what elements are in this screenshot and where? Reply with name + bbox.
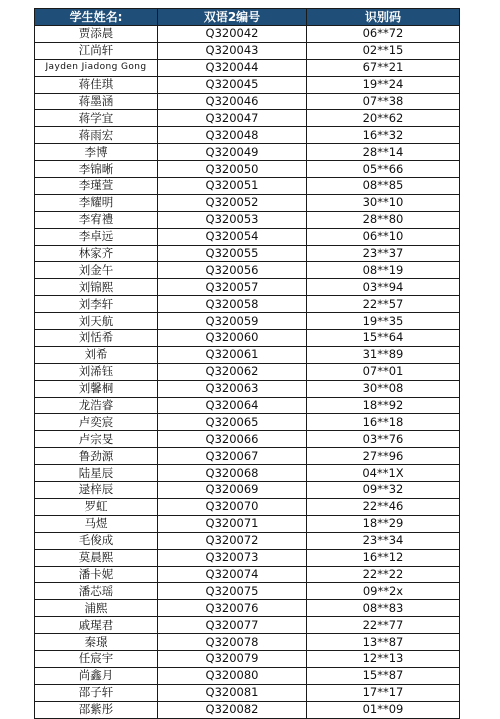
table-row xyxy=(35,684,460,701)
bilingual-id-cell: Q320069 xyxy=(158,482,307,499)
identification-code-cell: 22**22 xyxy=(307,566,460,583)
identification-code-cell: 05**66 xyxy=(307,161,460,178)
identification-code-cell: 31**89 xyxy=(307,346,460,363)
student-name-cell: 刘锦熙 xyxy=(35,279,158,296)
identification-code-cell: 19**35 xyxy=(307,313,460,330)
table-row xyxy=(35,313,460,330)
identification-code-cell: 20**62 xyxy=(307,110,460,127)
table-row xyxy=(35,42,460,59)
table-row xyxy=(35,617,460,634)
table-row xyxy=(35,515,460,532)
bilingual-id-cell: Q320065 xyxy=(158,414,307,431)
bilingual-id-cell: Q320043 xyxy=(158,42,307,59)
table-row xyxy=(35,566,460,583)
student-name-cell: 浦熙 xyxy=(35,600,158,617)
table-row xyxy=(35,431,460,448)
identification-code-cell: 67**21 xyxy=(307,59,460,76)
table-row xyxy=(35,110,460,127)
bilingual-id-cell: Q320055 xyxy=(158,245,307,262)
student-name-cell: 贾添晨 xyxy=(35,26,158,43)
identification-code-cell: 22**46 xyxy=(307,498,460,515)
table-row xyxy=(35,262,460,279)
table-row xyxy=(35,701,460,718)
identification-code-cell: 19**24 xyxy=(307,76,460,93)
table-row xyxy=(35,211,460,228)
student-name-cell: 刘馨桐 xyxy=(35,380,158,397)
student-name-cell: 蒋墨涵 xyxy=(35,93,158,110)
bilingual-id-cell: Q320059 xyxy=(158,313,307,330)
bilingual-id-cell: Q320077 xyxy=(158,617,307,634)
student-id-sheet xyxy=(34,8,459,719)
bilingual-id-cell: Q320044 xyxy=(158,59,307,76)
student-name-cell: 李博 xyxy=(35,144,158,161)
bilingual-id-cell: Q320081 xyxy=(158,684,307,701)
student-name-cell: 潘芯瑶 xyxy=(35,583,158,600)
identification-code-cell: 18**29 xyxy=(307,515,460,532)
bilingual-id-cell: Q320050 xyxy=(158,161,307,178)
table-row xyxy=(35,228,460,245)
student-name-cell: 邵紫彤 xyxy=(35,701,158,718)
student-name-cell: 秦璟 xyxy=(35,634,158,651)
table-row xyxy=(35,600,460,617)
bilingual-id-cell: Q320045 xyxy=(158,76,307,93)
bilingual-id-cell: Q320061 xyxy=(158,346,307,363)
table-row xyxy=(35,363,460,380)
table-row xyxy=(35,380,460,397)
bilingual-id-cell: Q320048 xyxy=(158,127,307,144)
identification-code-cell: 09**32 xyxy=(307,482,460,499)
identification-code-cell: 09**2x xyxy=(307,583,460,600)
header-row xyxy=(35,9,460,26)
bilingual-id-cell: Q320054 xyxy=(158,228,307,245)
bilingual-id-cell: Q320082 xyxy=(158,701,307,718)
student-name-cell: 潘卡妮 xyxy=(35,566,158,583)
table-row xyxy=(35,26,460,43)
student-name-cell: 卢奕宸 xyxy=(35,414,158,431)
student-name-cell: 莫晨熙 xyxy=(35,549,158,566)
student-name-cell: 逯梓辰 xyxy=(35,482,158,499)
bilingual-id-cell: Q320051 xyxy=(158,178,307,195)
table-row xyxy=(35,76,460,93)
identification-code-cell: 08**19 xyxy=(307,262,460,279)
student-name-cell: 刘希 xyxy=(35,346,158,363)
identification-code-cell: 15**87 xyxy=(307,667,460,684)
bilingual-id-cell: Q320076 xyxy=(158,600,307,617)
bilingual-id-cell: Q320074 xyxy=(158,566,307,583)
identification-code-cell: 30**10 xyxy=(307,194,460,211)
table-row xyxy=(35,482,460,499)
identification-code-cell: 08**85 xyxy=(307,178,460,195)
bilingual-id-cell: Q320073 xyxy=(158,549,307,566)
student-name-cell: 戚瑆君 xyxy=(35,617,158,634)
student-name-cell: Jayden Jiadong Gong xyxy=(35,59,158,76)
table-row xyxy=(35,346,460,363)
bilingual-id-cell: Q320060 xyxy=(158,330,307,347)
identification-code-cell: 22**77 xyxy=(307,617,460,634)
student-table xyxy=(34,8,460,719)
table-row xyxy=(35,650,460,667)
student-name-cell: 刘金午 xyxy=(35,262,158,279)
bilingual-id-cell: Q320067 xyxy=(158,448,307,465)
identification-code-cell: 27**96 xyxy=(307,448,460,465)
header-identification-code: 识别码 xyxy=(307,9,460,26)
student-name-cell: 卢宗旻 xyxy=(35,431,158,448)
bilingual-id-cell: Q320052 xyxy=(158,194,307,211)
identification-code-cell: 06**10 xyxy=(307,228,460,245)
table-row xyxy=(35,583,460,600)
bilingual-id-cell: Q320042 xyxy=(158,26,307,43)
identification-code-cell: 28**14 xyxy=(307,144,460,161)
identification-code-cell: 02**15 xyxy=(307,42,460,59)
table-row xyxy=(35,279,460,296)
student-name-cell: 李卓远 xyxy=(35,228,158,245)
identification-code-cell: 01**09 xyxy=(307,701,460,718)
bilingual-id-cell: Q320049 xyxy=(158,144,307,161)
identification-code-cell: 15**64 xyxy=(307,330,460,347)
table-row xyxy=(35,93,460,110)
bilingual-id-cell: Q320062 xyxy=(158,363,307,380)
bilingual-id-cell: Q320056 xyxy=(158,262,307,279)
identification-code-cell: 12**13 xyxy=(307,650,460,667)
bilingual-id-cell: Q320057 xyxy=(158,279,307,296)
bilingual-id-cell: Q320071 xyxy=(158,515,307,532)
identification-code-cell: 30**08 xyxy=(307,380,460,397)
identification-code-cell: 13**87 xyxy=(307,634,460,651)
table-row xyxy=(35,161,460,178)
table-row xyxy=(35,532,460,549)
bilingual-id-cell: Q320063 xyxy=(158,380,307,397)
student-name-cell: 罗虹 xyxy=(35,498,158,515)
identification-code-cell: 07**38 xyxy=(307,93,460,110)
student-name-cell: 蒋雨宏 xyxy=(35,127,158,144)
table-row xyxy=(35,59,460,76)
table-row xyxy=(35,127,460,144)
header-bilingual-id: 双语2编号 xyxy=(158,9,307,26)
table-row xyxy=(35,465,460,482)
bilingual-id-cell: Q320068 xyxy=(158,465,307,482)
student-name-cell: 李锦晰 xyxy=(35,161,158,178)
student-name-cell: 蒋学宜 xyxy=(35,110,158,127)
identification-code-cell: 08**83 xyxy=(307,600,460,617)
bilingual-id-cell: Q320046 xyxy=(158,93,307,110)
identification-code-cell: 03**76 xyxy=(307,431,460,448)
identification-code-cell: 04**1X xyxy=(307,465,460,482)
identification-code-cell: 28**80 xyxy=(307,211,460,228)
student-name-cell: 李宥禮 xyxy=(35,211,158,228)
table-row xyxy=(35,296,460,313)
table-row xyxy=(35,634,460,651)
table-row xyxy=(35,245,460,262)
bilingual-id-cell: Q320075 xyxy=(158,583,307,600)
table-row xyxy=(35,397,460,414)
bilingual-id-cell: Q320058 xyxy=(158,296,307,313)
identification-code-cell: 18**92 xyxy=(307,397,460,414)
identification-code-cell: 07**01 xyxy=(307,363,460,380)
bilingual-id-cell: Q320079 xyxy=(158,650,307,667)
table-row xyxy=(35,194,460,211)
student-name-cell: 鲁劲源 xyxy=(35,448,158,465)
student-name-cell: 毛俊成 xyxy=(35,532,158,549)
table-body xyxy=(35,26,460,719)
student-name-cell: 李耀明 xyxy=(35,194,158,211)
student-name-cell: 刘李轩 xyxy=(35,296,158,313)
identification-code-cell: 23**34 xyxy=(307,532,460,549)
table-row xyxy=(35,330,460,347)
table-row xyxy=(35,667,460,684)
student-name-cell: 蒋佳琪 xyxy=(35,76,158,93)
identification-code-cell: 06**72 xyxy=(307,26,460,43)
student-name-cell: 任宸宇 xyxy=(35,650,158,667)
identification-code-cell: 22**57 xyxy=(307,296,460,313)
student-name-cell: 李瑾萱 xyxy=(35,178,158,195)
identification-code-cell: 23**37 xyxy=(307,245,460,262)
identification-code-cell: 16**18 xyxy=(307,414,460,431)
bilingual-id-cell: Q320070 xyxy=(158,498,307,515)
bilingual-id-cell: Q320064 xyxy=(158,397,307,414)
identification-code-cell: 17**17 xyxy=(307,684,460,701)
identification-code-cell: 16**32 xyxy=(307,127,460,144)
identification-code-cell: 16**12 xyxy=(307,549,460,566)
bilingual-id-cell: Q320078 xyxy=(158,634,307,651)
student-name-cell: 江尚轩 xyxy=(35,42,158,59)
student-name-cell: 陆星辰 xyxy=(35,465,158,482)
student-name-cell: 林家齐 xyxy=(35,245,158,262)
student-name-cell: 刘浠钰 xyxy=(35,363,158,380)
student-name-cell: 尚鑫月 xyxy=(35,667,158,684)
identification-code-cell: 03**94 xyxy=(307,279,460,296)
table-row xyxy=(35,448,460,465)
student-name-cell: 刘天航 xyxy=(35,313,158,330)
student-name-cell: 龙浩睿 xyxy=(35,397,158,414)
table-row xyxy=(35,498,460,515)
student-name-cell: 邵子轩 xyxy=(35,684,158,701)
bilingual-id-cell: Q320066 xyxy=(158,431,307,448)
table-row xyxy=(35,414,460,431)
table-row xyxy=(35,144,460,161)
table-row xyxy=(35,549,460,566)
bilingual-id-cell: Q320053 xyxy=(158,211,307,228)
bilingual-id-cell: Q320072 xyxy=(158,532,307,549)
student-name-cell: 马煜 xyxy=(35,515,158,532)
table-row xyxy=(35,178,460,195)
bilingual-id-cell: Q320080 xyxy=(158,667,307,684)
bilingual-id-cell: Q320047 xyxy=(158,110,307,127)
student-name-cell: 刘恬希 xyxy=(35,330,158,347)
header-student-name: 学生姓名: xyxy=(35,9,158,26)
